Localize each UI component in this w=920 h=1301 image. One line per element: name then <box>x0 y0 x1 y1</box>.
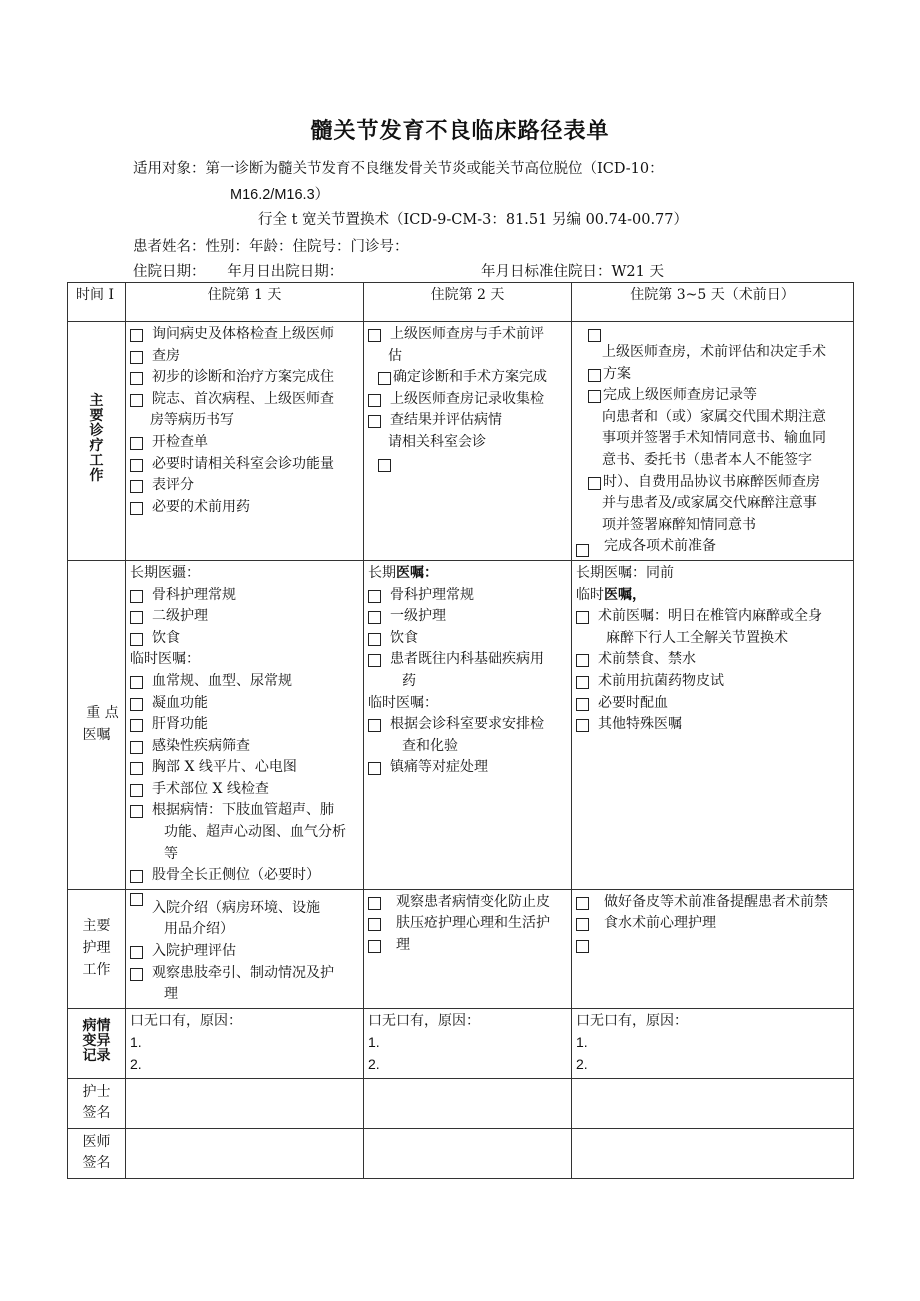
list-item: 做好备皮等术前准备提醒患者术前禁 <box>574 892 851 914</box>
cell-variance-day1: 口无口有，原因： 1. 2. <box>126 1008 364 1078</box>
list-item: 必要的术前用药 <box>128 497 361 519</box>
list-item: 观察患肢牵引、制动情况及护 <box>128 963 361 985</box>
list-item: 院志、首次病程、上级医师查 <box>128 389 361 411</box>
list-item: 方案 <box>574 364 851 386</box>
row-label-nursing: 主要 护理 工作 <box>68 889 126 1008</box>
list-item <box>366 454 569 472</box>
row-label-main-work <box>68 322 126 561</box>
header-day1: 住院第 1 天 <box>126 283 364 322</box>
row-nursing <box>68 889 854 1008</box>
cell-work-day2 <box>364 322 572 561</box>
nurse-sign-day1[interactable] <box>126 1078 364 1128</box>
checkbox[interactable] <box>368 719 381 732</box>
list-item: 上级医师查房记录收集检 <box>366 389 569 411</box>
row-label-variance: 病情变异记录 <box>68 1008 126 1078</box>
list-item: 感染性疾病筛查 <box>128 736 361 758</box>
list-item: 查结果并评估病情 <box>366 410 569 432</box>
page-title: 髓关节发育不良临床路径表单 <box>310 119 610 144</box>
checkbox[interactable] <box>130 805 143 818</box>
list-item: 询问病史及体格检查上级医师 <box>128 324 361 346</box>
header-row <box>68 283 854 322</box>
list-item: 手术部位 X 线检查 <box>128 779 361 801</box>
cell-orders-day3: 长期医嘱：同前 临时医嘱， 术前医嘱：明日在椎管内麻醉或全身 麻醉下行人工全解关节置换术 术前禁食、禁水 术前用抗菌药物皮试 必要时配血 其他特殊医嘱 <box>572 560 854 889</box>
list-item: 观察患者病情变化防止皮 <box>366 892 569 914</box>
checkbox[interactable] <box>588 477 601 490</box>
list-item: 肤压疮护理心理和生活护 <box>366 913 569 935</box>
checkbox[interactable] <box>368 415 381 428</box>
cell-work-day1 <box>126 322 364 561</box>
checkbox[interactable] <box>588 390 601 403</box>
list-item: 事项并签署手术知情同意书、输血同 <box>602 430 826 447</box>
checkbox[interactable] <box>378 372 391 385</box>
list-item: 其他特殊医嘱 <box>574 714 851 736</box>
checkbox[interactable] <box>576 654 589 667</box>
cell-work-day3 <box>572 322 854 561</box>
list-item: 血常规、血型、尿常规 <box>128 671 361 693</box>
list-item: 上级医师查房，术前评估和决定手术 <box>602 344 826 360</box>
checkbox[interactable] <box>130 480 143 493</box>
list-item: 初步的诊断和治疗方案完成住 <box>128 367 361 389</box>
row-variance <box>68 1008 854 1078</box>
checkbox[interactable] <box>130 633 143 646</box>
checkbox[interactable] <box>130 590 143 603</box>
list-item: 食水术前心理护理 <box>574 913 851 935</box>
list-item: 术前用抗菌药物皮试 <box>574 671 851 693</box>
list-item: 术前禁食、禁水 <box>574 649 851 671</box>
list-item <box>574 324 851 342</box>
checkbox[interactable] <box>576 611 589 624</box>
nurse-sign-day2[interactable] <box>364 1078 572 1128</box>
list-item: 向患者和（或）家属交代围术期注意 <box>602 408 826 425</box>
doctor-sign-day2[interactable] <box>364 1128 572 1178</box>
header-day3: 住院第 3~5 天（术前日） <box>572 283 854 322</box>
checkbox[interactable] <box>130 372 143 385</box>
list-item: 理 <box>366 935 569 957</box>
list-item: 完成上级医师查房记录等 <box>574 385 851 407</box>
list-item: 肝肾功能 <box>128 714 361 736</box>
list-item: 二级护理 <box>128 606 361 628</box>
list-item: 确定诊断和手术方案完成 <box>366 367 569 389</box>
checkbox[interactable] <box>368 940 381 953</box>
checkbox[interactable] <box>130 676 143 689</box>
header-time: 时间 I <box>68 283 126 322</box>
doctor-sign-day3[interactable] <box>572 1128 854 1178</box>
cell-variance-day3: 口无口有，原因： 1. 2. <box>572 1008 854 1078</box>
checkbox[interactable] <box>576 918 589 931</box>
list-item: 估 <box>388 347 402 364</box>
cell-nursing-day2 <box>364 889 572 1008</box>
list-item: 时）、自费用品协议书麻醉医师查房 <box>574 472 851 494</box>
list-item: 根据会诊科室要求安排检 <box>366 714 569 736</box>
nurse-sign-day3[interactable] <box>572 1078 854 1128</box>
cell-variance-day2: 口无口有，原因： 1. 2. <box>364 1008 572 1078</box>
list-item: 骨科护理常规 <box>366 585 569 607</box>
patient-info-line: 患者姓名：性别：年龄：住院号：门诊号： <box>133 239 409 255</box>
list-item: 完成各项术前准备 <box>574 536 851 558</box>
checkbox[interactable] <box>576 698 589 711</box>
list-item: 饮食 <box>366 628 569 650</box>
list-item: 并与患者及/或家属交代麻醉注意事 <box>602 495 817 512</box>
row-nurse-signature <box>68 1078 854 1128</box>
list-item: 请相关科室会诊 <box>388 433 486 450</box>
checkbox[interactable] <box>130 870 143 883</box>
list-item: 患者既往内科基础疾病用 <box>366 649 569 671</box>
applicable-line-2: M16.2/M16.3） <box>230 187 330 203</box>
list-item: 饮食 <box>128 628 361 650</box>
row-main-work <box>68 322 854 561</box>
checkbox[interactable] <box>130 329 143 342</box>
cell-nursing-day1: 入院介绍（病房环境、设施 用品介绍） 入院护理评估 观察患肢牵引、制动情况及护 理 <box>126 889 364 1008</box>
checkbox[interactable] <box>130 459 143 472</box>
checkbox[interactable] <box>576 544 589 557</box>
doctor-sign-day1[interactable] <box>126 1128 364 1178</box>
list-item: 项并签署麻醉知情同意书 <box>602 516 756 533</box>
checkbox[interactable] <box>130 968 143 981</box>
list-item: 一级护理 <box>366 606 569 628</box>
checkbox[interactable] <box>130 762 143 775</box>
checkbox[interactable] <box>378 459 391 472</box>
header-day2: 住院第 2 天 <box>364 283 572 322</box>
checkbox[interactable] <box>130 351 143 364</box>
list-item: 入院介绍（病房环境、设施 <box>128 892 361 920</box>
list-item: 房等病历书写 <box>150 412 234 429</box>
checkbox[interactable] <box>130 394 143 407</box>
list-item: 股骨全长正侧位（必要时） <box>128 865 361 887</box>
list-item: 骨科护理常规 <box>128 585 361 607</box>
list-item: 术前医嘱：明日在椎管内麻醉或全身 <box>574 606 851 628</box>
checkbox[interactable] <box>576 940 589 953</box>
checkbox[interactable] <box>368 897 381 910</box>
checkbox[interactable] <box>576 897 589 910</box>
checkbox[interactable] <box>588 369 601 382</box>
procedure-line: 行全 t 宽关节置换术（ICD-9-CM-3：81.51 另编 00.74-00.77） <box>258 212 689 228</box>
row-label-nurse-sign: 护士 签名 <box>68 1078 126 1128</box>
admission-date-line: 住院日期： 年月日出院日期： 年月日标准住院日：W21 天 <box>133 264 664 280</box>
checkbox[interactable] <box>368 633 381 646</box>
checkbox[interactable] <box>576 719 589 732</box>
list-item: 开检查单 <box>128 432 361 454</box>
list-item: 查房 <box>128 346 361 368</box>
cell-nursing-day3 <box>572 889 854 1008</box>
list-item: 必要时配血 <box>574 693 851 715</box>
checkbox[interactable] <box>130 698 143 711</box>
checkbox[interactable] <box>368 329 381 342</box>
cell-orders-day1: 长期医疆： 骨科护理常规 二级护理 饮食 临时医嘱： 血常规、血型、尿常规 凝血功能 肝肾功能 感染性疾病筛查 胸部 X 线平片、心电图 手术部位 X 线检查 根据病情：下肢血管超声、肺 功能、超声心动图、血气分析 等 股骨全长正侧位（必要时） <box>126 560 364 889</box>
checkbox[interactable] <box>368 762 381 775</box>
row-label-orders: 重 点 医嘱 <box>68 560 126 889</box>
checkbox[interactable] <box>130 611 143 624</box>
checkbox[interactable] <box>130 741 143 754</box>
checkbox[interactable] <box>130 893 143 906</box>
list-item: 表评分 <box>128 475 361 497</box>
checkbox[interactable] <box>368 590 381 603</box>
list-item: 必要时请相关科室会诊功能量 <box>128 454 361 476</box>
checkbox[interactable] <box>368 918 381 931</box>
checkbox[interactable] <box>368 394 381 407</box>
list-item: 入院护理评估 <box>128 941 361 963</box>
vertical-label: 主要诊疗工作 <box>89 393 104 485</box>
list-item: 镇痛等对症处理 <box>366 757 569 779</box>
row-doctor-signature <box>68 1128 854 1178</box>
checkbox[interactable] <box>130 502 143 515</box>
checkbox[interactable] <box>130 437 143 450</box>
clinical-pathway-table <box>67 282 854 1179</box>
checkbox[interactable] <box>130 784 143 797</box>
row-key-orders <box>68 560 854 889</box>
checkbox[interactable] <box>130 719 143 732</box>
row-label-doctor-sign: 医师 签名 <box>68 1128 126 1178</box>
list-item: 胸部 X 线平片、心电图 <box>128 757 361 779</box>
checkbox[interactable] <box>576 676 589 689</box>
list-item <box>574 935 851 953</box>
list-item: 凝血功能 <box>128 693 361 715</box>
checkbox[interactable] <box>368 611 381 624</box>
list-item: 意书、委托书（患者本人不能签字 <box>602 451 812 468</box>
checkbox[interactable] <box>368 654 381 667</box>
checkbox[interactable] <box>588 329 601 342</box>
list-item: 根据病情：下肢血管超声、肺 <box>128 800 361 822</box>
applicable-line-1: 适用对象：第一诊断为髓关节发育不良继发骨关节炎或能关节高位脱位（ICD-10： <box>133 161 664 177</box>
checkbox[interactable] <box>130 946 143 959</box>
list-item: 上级医师查房与手术前评 <box>366 324 569 346</box>
cell-orders-day2: 长期医嘱： 骨科护理常规 一级护理 饮食 患者既往内科基础疾病用 药 临时医嘱： 根据会诊科室要求安排检 查和化验 镇痛等对症处理 <box>364 560 572 889</box>
